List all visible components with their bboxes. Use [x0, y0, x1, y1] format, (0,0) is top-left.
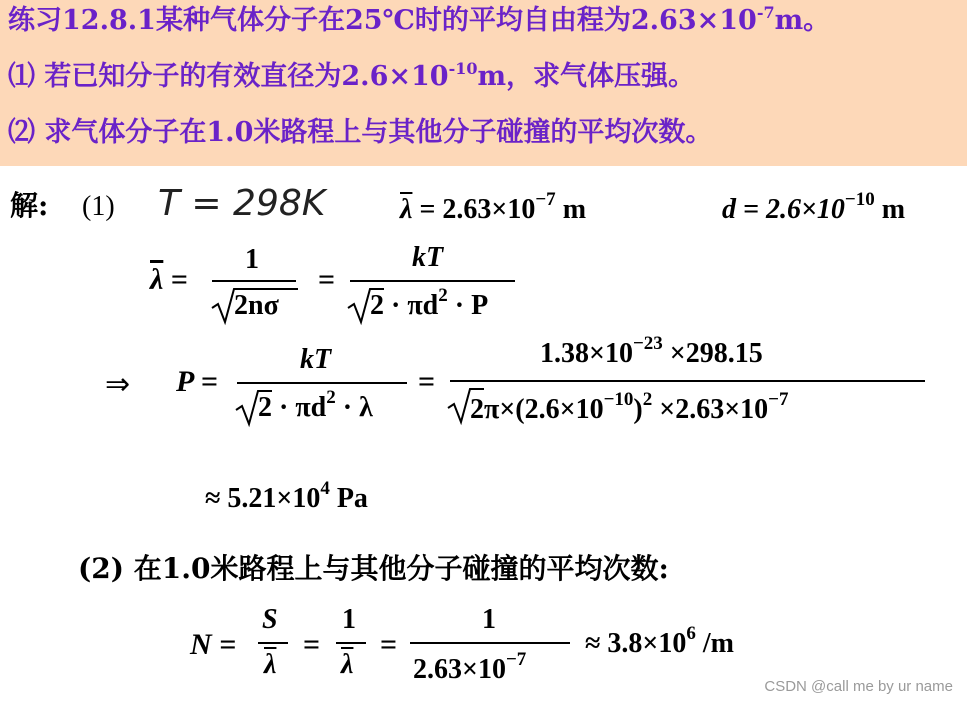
part-1-label: (1) — [82, 191, 115, 222]
eq2-frac2-denominator: $2\pi\times(2.6\times 10^{-10})^2 \times 2.63\times 10^{-7}$ — [470, 389, 789, 425]
part-2-heading: (2) 在1.0米路程上与其他分子碰撞的平均次数: — [78, 552, 669, 585]
eq3-frac3-denominator: $2.63\times 10^{-7}$ — [413, 649, 527, 685]
eq1-frac2-denominator: $2 \cdot \pi d^2 \cdot P$ — [370, 285, 489, 321]
eq2-lhs: P = — [176, 365, 218, 398]
collision-count-result: ≈ $3.8\times 10^6$ /m — [585, 623, 734, 659]
eq1-frac2-numerator: kT — [412, 242, 444, 273]
eq2-frac1-numerator: kT — [300, 344, 332, 375]
eq1-frac1-denominator: 2nσ — [234, 290, 279, 321]
eq2-equals: = — [418, 365, 436, 398]
problem-line-3: ⑵ 求气体分子在1.0米路程上与其他分子碰撞的平均次数。 — [8, 117, 713, 148]
eq1-lhs: $\overline{\lambda}$ = — [150, 263, 188, 296]
eq3-equals-1: = — [303, 628, 321, 661]
eq2-frac2-bar — [450, 380, 925, 382]
eq3-lhs: N = — [190, 628, 237, 661]
problem-line-1: 练习12.8.1某种气体分子在25℃时的平均自由程为$2.63\times 10^{-7}m$。 — [8, 3, 831, 36]
problem-statement-banner — [0, 0, 967, 166]
eq3-frac2-numerator: 1 — [342, 604, 356, 635]
solution-label: 解: — [10, 189, 49, 222]
eq3-equals-2: = — [380, 628, 398, 661]
eq3-frac3-numerator: 1 — [482, 604, 496, 635]
eq1-equals: = — [318, 263, 336, 296]
eq2-frac1-bar — [237, 382, 407, 384]
eq3-frac2-denominator: $\overline{\lambda}$ — [341, 649, 354, 680]
eq3-frac1-bar — [258, 642, 288, 644]
eq2-frac1-denominator: $2 \cdot \pi d^2 \cdot \lambda$ — [258, 387, 373, 423]
implies-arrow: ⇒ — [105, 367, 131, 402]
eq3-frac1-denominator: $\overline{\lambda}$ — [264, 649, 277, 680]
eq1-frac1-numerator: 1 — [245, 244, 259, 275]
diameter-given: $d = 2.6\times 10^{-10}$ m — [722, 189, 906, 225]
problem-line-2: ⑴ 若已知分子的有效直径为$2.6\times 10^{-10}m$，求气体压强。 — [8, 59, 696, 92]
temperature-value: T = 298K — [158, 183, 326, 224]
eq3-frac1-numerator: S — [262, 604, 278, 635]
eq1-frac1-bar — [212, 280, 296, 282]
eq2-frac2-numerator: $1.38\times 10^{-23} \times 298.15$ — [540, 333, 763, 369]
mean-free-path-given: $\overline{\lambda} = 2.63\times 10^{-7}$ m — [400, 189, 587, 225]
eq3-frac3-bar — [410, 642, 570, 644]
eq1-frac2-bar — [350, 280, 515, 282]
eq3-frac2-bar — [336, 642, 366, 644]
pressure-result: ≈ $5.21\times 10^4$ Pa — [205, 478, 368, 514]
csdn-watermark: CSDN @call me by ur name — [764, 678, 953, 695]
